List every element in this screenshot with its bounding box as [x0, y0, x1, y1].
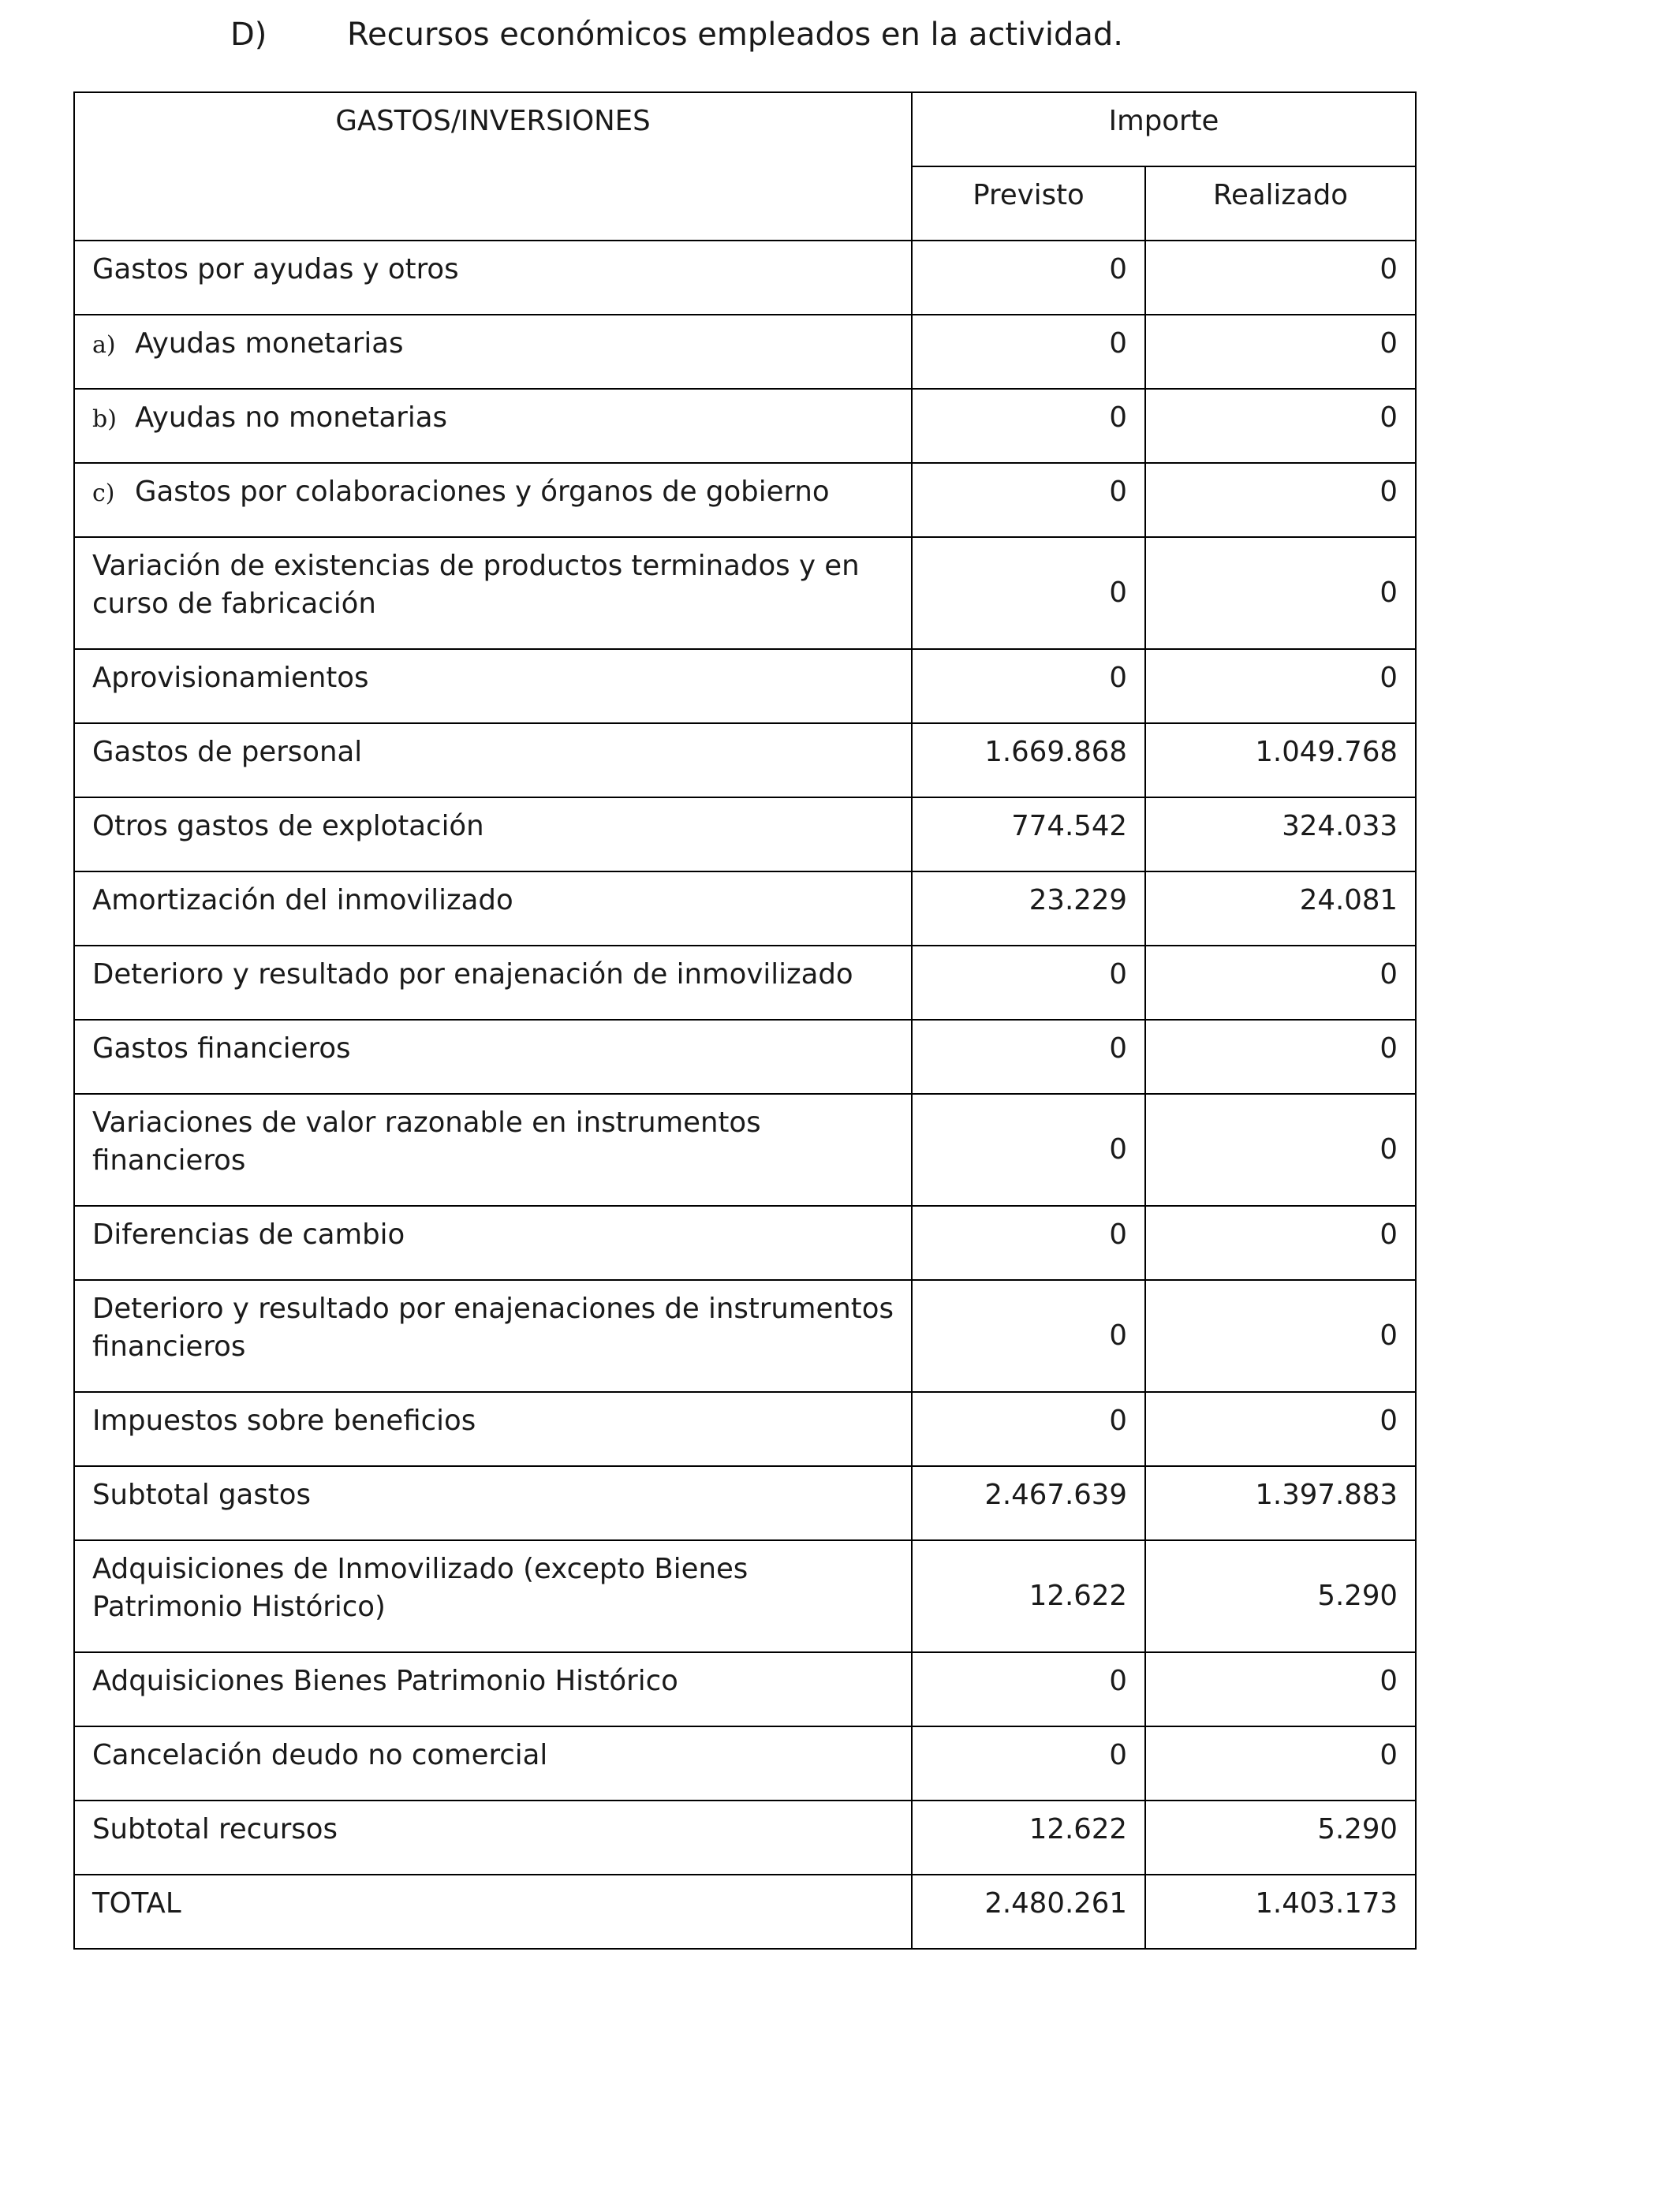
- row-label: [74, 537, 912, 649]
- row-label-text: Subtotal gastos: [92, 1479, 311, 1511]
- table-row: [74, 389, 1416, 463]
- planned-value: 0: [912, 537, 1145, 649]
- table-header: [74, 92, 1416, 241]
- row-label-text: Gastos de personal: [92, 736, 363, 768]
- planned-value: 12.622: [912, 1801, 1145, 1875]
- table-row: [74, 871, 1416, 946]
- planned-value: 774.542: [912, 797, 1145, 871]
- actual-value: 0: [1145, 1652, 1416, 1726]
- row-label-text: Gastos por colaboraciones y órganos de gobierno: [135, 476, 830, 508]
- row-label-text: Amortización del inmovilizado: [92, 884, 513, 916]
- row-label: [74, 1280, 912, 1392]
- table-row: [74, 1280, 1416, 1392]
- header-row-amount: [74, 92, 1416, 166]
- table-row: [74, 1020, 1416, 1094]
- row-label-text: Otros gastos de explotación: [92, 810, 484, 842]
- table-body: [74, 241, 1416, 1949]
- table-row: [74, 1652, 1416, 1726]
- row-label-text: Adquisiciones de Inmovilizado (excepto Bienes Patrimonio Histórico): [92, 1553, 749, 1623]
- planned-value: 0: [912, 1726, 1145, 1801]
- actual-value: 0: [1145, 537, 1416, 649]
- table-row: [74, 1094, 1416, 1206]
- planned-value: 0: [912, 1206, 1145, 1280]
- row-label: [74, 1094, 912, 1206]
- row-label-text: Ayudas no monetarias: [135, 401, 447, 434]
- planned-value: 0: [912, 389, 1145, 463]
- section-letter: D): [230, 17, 267, 53]
- row-label: [74, 946, 912, 1020]
- planned-header: Previsto: [912, 166, 1145, 241]
- planned-value: 0: [912, 241, 1145, 315]
- row-label-text: Gastos por ayudas y otros: [92, 253, 459, 285]
- table-row: [74, 315, 1416, 389]
- planned-value: 0: [912, 315, 1145, 389]
- row-label: [74, 1875, 912, 1949]
- actual-value: 0: [1145, 1094, 1416, 1206]
- row-label: [74, 797, 912, 871]
- row-label-text: Gastos financieros: [92, 1032, 351, 1065]
- row-label: [74, 871, 912, 946]
- section-title: Recursos económicos empleados en la actividad.: [347, 17, 1123, 53]
- resources-table: [73, 91, 1417, 1950]
- row-label-text: Deterioro y resultado por enajenaciones de instrumentos financieros: [92, 1293, 894, 1363]
- table-row: [74, 1392, 1416, 1466]
- actual-value: 0: [1145, 1206, 1416, 1280]
- row-label-text: Adquisiciones Bienes Patrimonio Histórico: [92, 1665, 678, 1697]
- table-row: [74, 463, 1416, 537]
- planned-value: 23.229: [912, 871, 1145, 946]
- row-label: [74, 1726, 912, 1801]
- row-label: [74, 1392, 912, 1466]
- planned-value: 2.467.639: [912, 1466, 1145, 1540]
- row-label-text: Variaciones de valor razonable en instrumentos financieros: [92, 1106, 761, 1177]
- table-row: [74, 1466, 1416, 1540]
- actual-value: 1.397.883: [1145, 1466, 1416, 1540]
- table-row: [74, 723, 1416, 797]
- actual-value: 0: [1145, 1020, 1416, 1094]
- actual-value: 0: [1145, 649, 1416, 723]
- row-label-text: TOTAL: [92, 1887, 181, 1920]
- row-label: [74, 649, 912, 723]
- row-label-text: Impuestos sobre beneficios: [92, 1405, 476, 1437]
- planned-value: 0: [912, 1392, 1145, 1466]
- row-label: [74, 1652, 912, 1726]
- planned-value: 0: [912, 1020, 1145, 1094]
- row-label: [74, 723, 912, 797]
- table-row: [74, 1726, 1416, 1801]
- table-row: [74, 1875, 1416, 1949]
- actual-value: 0: [1145, 946, 1416, 1020]
- actual-value: 0: [1145, 463, 1416, 537]
- actual-value: 0: [1145, 1726, 1416, 1801]
- row-label: [74, 389, 912, 463]
- planned-value: 1.669.868: [912, 723, 1145, 797]
- table-row: [74, 649, 1416, 723]
- table-row: [74, 797, 1416, 871]
- actual-value: 0: [1145, 315, 1416, 389]
- list-marker: c): [92, 480, 115, 507]
- row-label-text: Variación de existencias de productos terminados y en curso de fabricación: [92, 550, 860, 620]
- actual-value: 1.049.768: [1145, 723, 1416, 797]
- table-row: [74, 1801, 1416, 1875]
- table-row: [74, 537, 1416, 649]
- list-marker: b): [92, 405, 117, 433]
- row-label-text: Diferencias de cambio: [92, 1218, 405, 1251]
- row-label: [74, 241, 912, 315]
- planned-value: 0: [912, 1280, 1145, 1392]
- planned-value: 0: [912, 649, 1145, 723]
- planned-value: 2.480.261: [912, 1875, 1145, 1949]
- actual-value: 0: [1145, 241, 1416, 315]
- actual-value: 0: [1145, 1280, 1416, 1392]
- table-row: [74, 946, 1416, 1020]
- row-label: [74, 1540, 912, 1652]
- actual-value: 1.403.173: [1145, 1875, 1416, 1949]
- table-row: [74, 241, 1416, 315]
- row-label-text: Deterioro y resultado por enajenación de inmovilizado: [92, 958, 853, 991]
- row-label: [74, 463, 912, 537]
- planned-value: 0: [912, 1652, 1145, 1726]
- planned-value: 0: [912, 1094, 1145, 1206]
- actual-value: 324.033: [1145, 797, 1416, 871]
- concept-header: GASTOS/INVERSIONES: [74, 92, 912, 241]
- amount-header: Importe: [912, 92, 1416, 166]
- list-marker: a): [92, 331, 116, 359]
- row-label: [74, 1466, 912, 1540]
- row-label-text: Aprovisionamientos: [92, 662, 369, 694]
- actual-value: 24.081: [1145, 871, 1416, 946]
- row-label: [74, 315, 912, 389]
- row-label-text: Ayudas monetarias: [135, 327, 404, 360]
- row-label: [74, 1206, 912, 1280]
- actual-value: 0: [1145, 1392, 1416, 1466]
- actual-value: 5.290: [1145, 1801, 1416, 1875]
- table-row: [74, 1206, 1416, 1280]
- planned-value: 0: [912, 463, 1145, 537]
- row-label-text: Subtotal recursos: [92, 1813, 338, 1845]
- planned-value: 12.622: [912, 1540, 1145, 1652]
- actual-value: 0: [1145, 389, 1416, 463]
- actual-value: 5.290: [1145, 1540, 1416, 1652]
- planned-value: 0: [912, 946, 1145, 1020]
- actual-header: Realizado: [1145, 166, 1416, 241]
- row-label: [74, 1801, 912, 1875]
- row-label-text: Cancelación deudo no comercial: [92, 1739, 548, 1771]
- row-label: [74, 1020, 912, 1094]
- table-row: [74, 1540, 1416, 1652]
